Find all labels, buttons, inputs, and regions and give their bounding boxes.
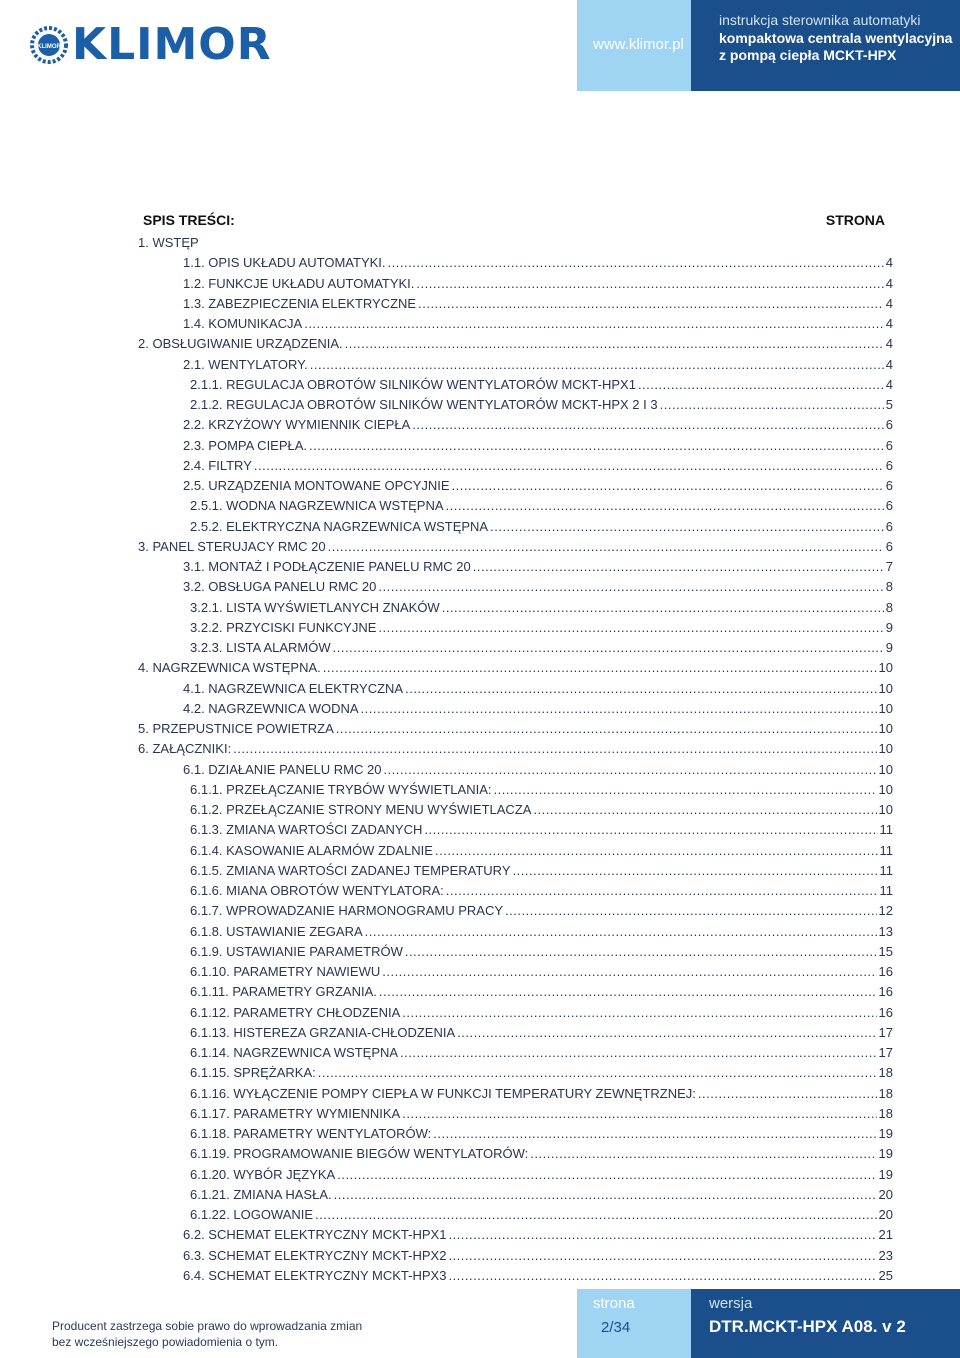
toc-leader-dots: [446, 882, 878, 900]
version-label: wersja: [709, 1295, 753, 1312]
toc-leader-dots: [334, 1186, 877, 1204]
toc-entry-page: 4: [885, 275, 893, 291]
toc-entry-label: 6.1.15. SPRĘŻARKA:: [190, 1065, 316, 1081]
toc-entry[interactable]: [190, 599, 893, 617]
toc-entry-page: 11: [879, 842, 893, 858]
toc-entry-label: 6.1.7. WPROWADZANIE HARMONOGRAMU PRACY: [190, 903, 503, 919]
toc-entry-page: 6: [885, 498, 893, 514]
toc-entry-label: 4.2. NAGRZEWNICA WODNA: [183, 700, 359, 716]
toc-entry-label: 3.1. MONTAŻ I PODŁĄCZENIE PANELU RMC 20: [183, 559, 471, 574]
toc-entry[interactable]: [183, 700, 893, 718]
footer-page-panel: [577, 1289, 691, 1358]
toc-entry[interactable]: [183, 295, 893, 313]
toc-entry-page: 10: [878, 761, 893, 777]
toc-entry-page: 5: [885, 397, 893, 412]
toc-entry-label: 6.1.2. PRZEŁĄCZANIE STRONY MENU WYŚWIETLACZA: [190, 802, 532, 817]
toc-entry-page: 4: [885, 356, 893, 372]
toc-entry-page: 18: [878, 1105, 893, 1121]
toc-entry[interactable]: [183, 1226, 893, 1244]
toc-entry-label: 6.1.16. WYŁĄCZENIE POMPY CIEPŁA W FUNKCJI TEMPERATURY ZEWNĘTRZNEJ:: [190, 1085, 696, 1101]
toc-entry-label: 2.5. URZĄDZENIA MONTOWANE OPCYJNIE: [183, 478, 450, 493]
toc-entry-page: 6: [885, 457, 893, 473]
toc-entry[interactable]: [190, 1004, 893, 1022]
toc-entry[interactable]: [138, 740, 893, 758]
toc-entry-label: 6.1.17. PARAMETRY WYMIENNIKA: [190, 1105, 401, 1121]
toc-entry-label: 4. NAGRZEWNICA WSTĘPNA.: [138, 660, 321, 676]
toc-entry-label: 3.2.3. LISTA ALARMÓW: [190, 640, 331, 655]
url-panel: [577, 0, 691, 91]
toc-entry-label: 2.5.2. ELEKTRYCZNA NAGRZEWNICA WSTĘPNA: [190, 518, 489, 534]
brand-logo: KLIMOR: [72, 19, 272, 70]
toc-entry-page: 20: [878, 1207, 893, 1222]
toc-entry[interactable]: [190, 639, 893, 657]
toc-entry-page: 4: [885, 336, 893, 352]
toc-entry-label: 6.1.10. PARAMETRY NAWIEWU: [190, 964, 381, 979]
doc-title-line1: instrukcja sterownika automatyki: [719, 12, 921, 28]
toc-entry-page: 11: [879, 883, 893, 898]
toc-entry[interactable]: [190, 821, 893, 839]
toc-entry[interactable]: [190, 902, 893, 920]
toc-entry-page: 19: [878, 1166, 893, 1182]
toc-entry[interactable]: [183, 254, 893, 272]
toc-entry-page: 10: [878, 680, 893, 696]
toc-leader-dots: [337, 1166, 876, 1184]
toc-leader-dots: [452, 477, 884, 495]
toc-leader-dots: [383, 761, 876, 779]
footer-note-line1: Producent zastrzega sobie prawo do wprowadzania zmian: [52, 1319, 363, 1333]
toc-entry-page: 11: [879, 822, 893, 838]
toc-leader-dots: [402, 1004, 876, 1022]
toc-leader-dots: [698, 1085, 877, 1103]
toc-heading: SPIS TREŚCI:: [143, 212, 235, 228]
toc-leader-dots: [318, 1064, 877, 1082]
toc-leader-dots: [638, 376, 884, 394]
toc-leader-dots: [660, 396, 884, 414]
toc-entry-page: 19: [878, 1126, 893, 1141]
toc-leader-dots: [457, 1024, 876, 1042]
toc-entry[interactable]: [190, 801, 893, 819]
toc-entry-label: 6.1.9. USTAWIANIE PARAMETRÓW: [190, 943, 403, 959]
toc-entry-label: 6.1.12. PARAMETRY CHŁODZENIA: [190, 1004, 401, 1020]
toc-entry-label: 2.1.2. REGULACJA OBROTÓW SILNIKÓW WENTYLATORÓW MCKT-HPX 2 I 3: [190, 397, 658, 412]
toc-entry-label: 2. OBSŁUGIWANIE URZĄDZENIA.: [138, 336, 343, 352]
page-label: strona: [593, 1295, 635, 1312]
toc-leader-dots: [412, 416, 883, 434]
toc-leader-dots: [400, 1044, 876, 1062]
toc-entry-page: 6: [885, 417, 893, 433]
doc-title-line2: kompaktowa centrala wentylacyjna: [719, 30, 953, 46]
toc-entry-page: 4: [885, 376, 893, 392]
toc-leader-dots: [382, 963, 876, 981]
toc-entry-label: 6.1.21. ZMIANA HASŁA.: [190, 1186, 332, 1202]
toc-entry-label: 6.1.18. PARAMETRY WENTYLATORÓW:: [190, 1126, 432, 1141]
toc-entry-label: 6. ZAŁĄCZNIKI:: [138, 741, 232, 757]
toc-entry[interactable]: [190, 862, 893, 880]
toc-entry[interactable]: [190, 1166, 893, 1184]
toc-entry-label: 1.2. FUNKCJE UKŁADU AUTOMATYKI.: [183, 275, 415, 291]
doc-title-line3: z pompą ciepła MCKT-HPX: [719, 47, 897, 63]
toc-entry-page: 9: [885, 640, 893, 655]
toc-entry-page: 18: [878, 1065, 893, 1081]
toc-entry-page: 4: [885, 255, 893, 271]
toc-entry-label: 6.1.22. LOGOWANIE: [190, 1207, 314, 1222]
logo-area: [0, 0, 577, 91]
toc-entry[interactable]: [190, 1145, 893, 1163]
toc-entry[interactable]: [183, 578, 893, 596]
toc-leader-dots: [448, 1247, 876, 1265]
toc-entry-label: 3.2.1. LISTA WYŚWIETLANYCH ZNAKÓW: [190, 599, 440, 615]
toc-page-heading: STRONA: [825, 212, 885, 228]
toc-entry-page: 17: [878, 1045, 893, 1060]
toc-entry[interactable]: [190, 619, 893, 637]
toc-entry-page: 11: [879, 862, 893, 878]
toc-entry-page: 20: [878, 1186, 893, 1202]
toc-entry-page: 10: [878, 781, 893, 797]
toc-leader-dots: [310, 356, 884, 374]
toc-entry-label: 6.1.11. PARAMETRY GRZANIA.: [190, 984, 377, 1000]
toc-entry-page: 6: [885, 437, 893, 453]
toc-entry[interactable]: [138, 335, 893, 353]
toc-entry[interactable]: [190, 882, 893, 900]
toc-entry-page: 16: [878, 984, 893, 1000]
document-title-panel: [691, 0, 960, 91]
toc-leader-dots: [336, 720, 877, 738]
toc-entry-page: 10: [878, 741, 893, 757]
toc-entry[interactable]: [190, 1024, 893, 1042]
toc-entry-label: 3.2. OBSŁUGA PANELU RMC 20: [183, 579, 377, 595]
toc-leader-dots: [435, 842, 878, 860]
toc-entry-label: 3. PANEL STERUJACY RMC 20: [138, 538, 326, 554]
toc-entry-label: 2.3. POMPA CIEPŁA.: [183, 437, 308, 453]
toc-entry-page: 10: [878, 802, 893, 817]
toc-entry[interactable]: [190, 943, 893, 961]
toc-entry-page: 10: [878, 721, 893, 736]
toc-leader-dots: [416, 275, 883, 293]
toc-entry-page: 19: [878, 1146, 893, 1162]
toc-entry[interactable]: [183, 558, 893, 576]
toc-entry[interactable]: [183, 680, 893, 698]
toc-entry-page: 21: [878, 1227, 893, 1243]
toc-entry[interactable]: [190, 1206, 893, 1224]
toc-leader-dots: [448, 1267, 876, 1285]
toc-entry[interactable]: [190, 781, 893, 799]
toc-entry-label: 6.1.6. MIANA OBROTÓW WENTYLATORA:: [190, 883, 444, 898]
toc-entry-page: 4: [885, 316, 893, 331]
toc-entry-label: 1.4. KOMUNIKACJA: [183, 316, 303, 331]
toc-entry[interactable]: [190, 963, 893, 981]
toc-entry-page: 15: [878, 943, 893, 959]
toc-leader-dots: [304, 315, 884, 333]
toc-entry[interactable]: [183, 477, 893, 495]
toc-entry-label: 6.1.1. PRZEŁĄCZANIE TRYBÓW WYŚWIETLANIA:: [190, 781, 492, 797]
toc-entry-page: 7: [885, 559, 893, 574]
toc-entry[interactable]: [190, 1044, 893, 1062]
toc-entry-label: 6.1.13. HISTEREZA GRZANIA-CHŁODZENIA: [190, 1024, 456, 1040]
toc-entry[interactable]: [183, 457, 893, 475]
toc-entry-page: 16: [878, 1004, 893, 1020]
toc-entry-label: 6.3. SCHEMAT ELEKTRYCZNY MCKT-HPX2: [183, 1247, 447, 1263]
toc-entry-label: 1.3. ZABEZPIECZENIA ELEKTRYCZNE: [183, 295, 417, 311]
badge-text: KLIMOR: [37, 44, 61, 50]
toc-entry[interactable]: [190, 983, 893, 1001]
toc-leader-dots: [433, 1125, 876, 1143]
toc-entry[interactable]: [138, 234, 893, 252]
toc-leader-dots: [365, 923, 877, 941]
toc-entry-label: 1.1. OPIS UKŁADU AUTOMATYKI.: [183, 255, 386, 271]
toc-leader-dots: [379, 983, 877, 1001]
toc-entry-label: 2.4. FILTRY: [183, 457, 252, 473]
toc-entry-page: 6: [885, 518, 893, 534]
toc-leader-dots: [402, 1105, 876, 1123]
toc-leader-dots: [233, 740, 876, 758]
footer-version-panel: [691, 1289, 960, 1358]
toc-entry[interactable]: [183, 437, 893, 455]
toc-entry[interactable]: [190, 1105, 893, 1123]
toc-leader-dots: [493, 781, 876, 799]
toc-entry-page: 25: [878, 1267, 893, 1283]
toc-leader-dots: [505, 902, 877, 920]
toc-leader-dots: [388, 254, 884, 272]
version-value: DTR.MCKT-HPX A08. v 2: [709, 1317, 906, 1336]
toc-entry-label: 6.1. DZIAŁANIE PANELU RMC 20: [183, 761, 382, 777]
toc-entry-label: 6.1.8. USTAWIANIE ZEGARA: [190, 923, 363, 939]
toc-entry[interactable]: [190, 1125, 893, 1143]
footer-note: [0, 1289, 577, 1358]
toc-entry[interactable]: [183, 315, 893, 333]
toc-entry-label: 2.2. KRZYŻOWY WYMIENNIK CIEPŁA: [183, 417, 411, 433]
toc-entry-page: 18: [878, 1085, 893, 1101]
toc-entry[interactable]: [183, 761, 893, 779]
toc-entry-label: 6.1.20. WYBÓR JĘZYKA: [190, 1166, 336, 1182]
toc-leader-dots: [315, 1206, 876, 1224]
toc-entry[interactable]: [183, 356, 893, 374]
toc-entry-page: 8: [885, 599, 893, 615]
toc-entry[interactable]: [138, 659, 893, 677]
toc-entry[interactable]: [190, 923, 893, 941]
toc-leader-dots: [378, 619, 883, 637]
toc-leader-dots: [309, 437, 884, 455]
toc-leader-dots: [328, 538, 884, 556]
toc-leader-dots: [405, 943, 877, 961]
toc-leader-dots: [323, 659, 877, 677]
toc-leader-dots: [446, 497, 884, 515]
toc-leader-dots: [254, 457, 884, 475]
toc-entry[interactable]: [190, 376, 893, 394]
klimor-badge-icon: [30, 26, 68, 64]
page-header: [0, 0, 960, 91]
toc-leader-dots: [448, 1226, 876, 1244]
toc-entry-page: 4: [885, 295, 893, 311]
toc-entry-page: 10: [878, 700, 893, 716]
toc-entry-label: 5. PRZEPUSTNICE POWIETRZA: [138, 721, 334, 736]
toc-entry-page: 9: [885, 619, 893, 635]
toc-entry-page: 8: [885, 579, 893, 595]
toc-entry[interactable]: [190, 1085, 893, 1103]
toc-entry-label: 4.1. NAGRZEWNICA ELEKTRYCZNA: [183, 680, 404, 696]
toc-entry-label: 6.1.4. KASOWANIE ALARMÓW ZDALNIE: [190, 842, 433, 858]
toc-leader-dots: [405, 680, 876, 698]
toc-entry[interactable]: [183, 1267, 893, 1285]
toc-entry-label: 2.1.1. REGULACJA OBROTÓW SILNIKÓW WENTYLATORÓW MCKT-HPX1: [190, 376, 636, 392]
toc-entry-page: 6: [885, 538, 893, 554]
toc-entry[interactable]: [183, 1247, 893, 1265]
toc-entry[interactable]: [190, 518, 893, 536]
toc-entry-page: 10: [878, 660, 893, 676]
website-link[interactable]: www.klimor.pl: [593, 36, 684, 53]
toc-entry-label: 1. WSTĘP: [138, 235, 199, 250]
footer-note-line2: bez wcześniejszego powiadomienia o tym.: [52, 1335, 279, 1349]
toc-entry-label: 6.1.19. PROGRAMOWANIE BIEGÓW WENTYLATORÓW:: [190, 1146, 529, 1162]
toc-leader-dots: [378, 578, 883, 596]
toc-leader-dots: [513, 862, 878, 880]
toc-leader-dots: [490, 518, 884, 536]
toc-entry-page: 17: [878, 1024, 893, 1040]
page-number: 2/34: [601, 1319, 631, 1336]
toc-entry-label: 6.1.3. ZMIANA WARTOŚCI ZADANYCH: [190, 822, 423, 838]
toc-entry[interactable]: [138, 720, 893, 738]
toc-leader-dots: [418, 295, 884, 313]
toc-leader-dots: [530, 1145, 876, 1163]
toc-entry-label: 6.4. SCHEMAT ELEKTRYCZNY MCKT-HPX3: [183, 1267, 447, 1283]
toc-entry[interactable]: [138, 538, 893, 556]
toc-entry-page: 23: [878, 1247, 893, 1263]
toc-leader-dots: [473, 558, 884, 576]
toc-entry[interactable]: [183, 416, 893, 434]
toc-entry-page: 12: [878, 903, 893, 919]
toc-entry-label: 2.1. WENTYLATORY.: [183, 356, 308, 372]
toc-entry[interactable]: [190, 842, 893, 860]
toc-entry[interactable]: [183, 275, 893, 293]
toc-entry-page: 16: [878, 964, 893, 979]
toc-leader-dots: [533, 801, 876, 819]
toc-entry[interactable]: [190, 1064, 893, 1082]
toc-leader-dots: [345, 335, 884, 353]
toc-entry-label: 2.5.1. WODNA NAGRZEWNICA WSTĘPNA: [190, 498, 444, 514]
toc-entry-label: 3.2.2. PRZYCISKI FUNKCYJNE: [190, 619, 377, 635]
toc-leader-dots: [333, 639, 884, 657]
toc-entry-label: 6.1.14. NAGRZEWNICA WSTĘPNA: [190, 1045, 399, 1060]
toc-leader-dots: [424, 821, 877, 839]
page-footer: [0, 1289, 960, 1358]
toc-entry-label: 6.2. SCHEMAT ELEKTRYCZNY MCKT-HPX1: [183, 1227, 447, 1243]
toc-entry-page: 6: [885, 478, 893, 493]
toc-entry-label: 6.1.5. ZMIANA WARTOŚCI ZADANEJ TEMPERATURY: [190, 862, 511, 878]
toc-entry[interactable]: [190, 396, 893, 414]
toc-leader-dots: [361, 700, 877, 718]
toc-entry-page: 13: [878, 923, 893, 939]
toc-leader-dots: [442, 599, 884, 617]
toc-entry[interactable]: [190, 1186, 893, 1204]
toc-entry[interactable]: [190, 497, 893, 515]
